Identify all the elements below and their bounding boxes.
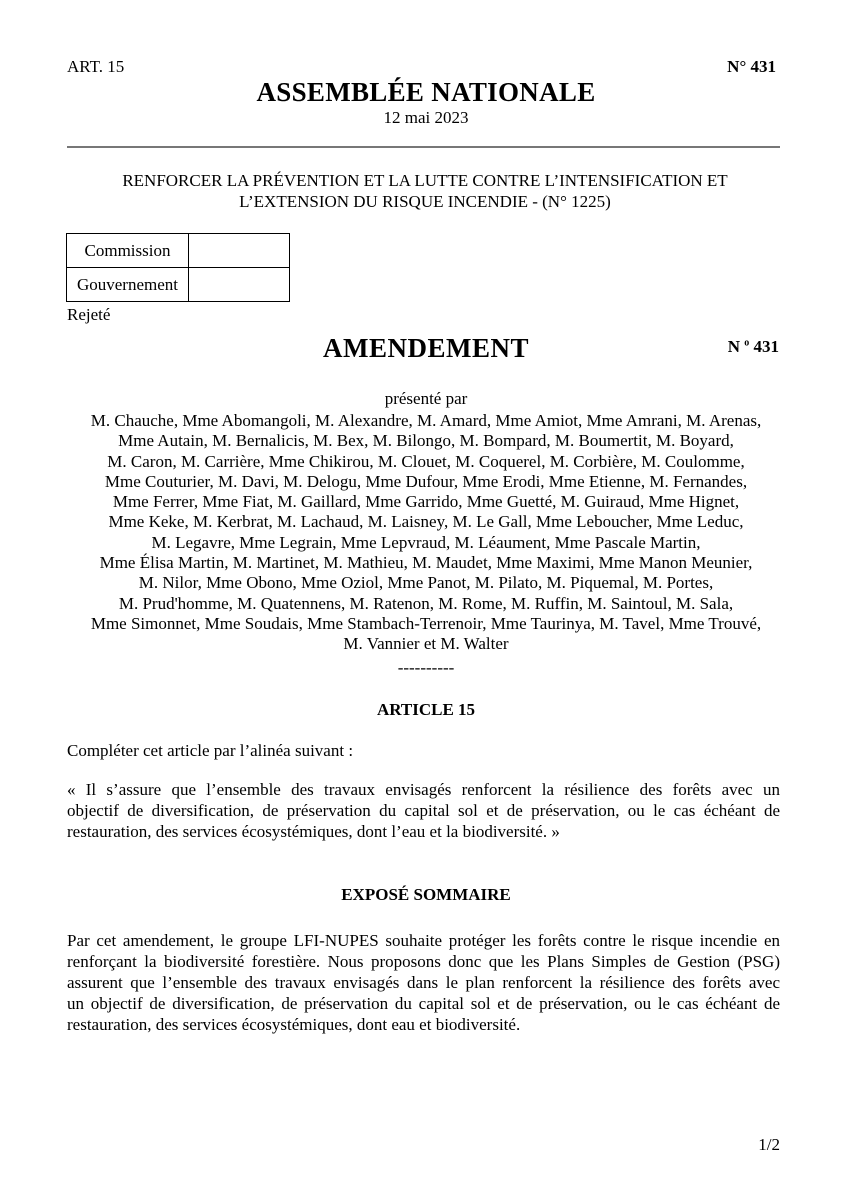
document-title: ASSEMBLÉE NATIONALE: [256, 77, 596, 107]
amendment-heading: AMENDEMENT: [323, 333, 529, 363]
status-label: Commission: [67, 234, 189, 268]
authors-line: M. Vannier et M. Walter: [343, 634, 509, 654]
amendment-number-prefix: N: [727, 337, 740, 356]
vote-result: Rejeté: [67, 305, 111, 324]
status-table: [66, 233, 290, 302]
authors-line: M. Caron, M. Carrière, Mme Chikirou, M. Clouet, M. Coquerel, M. Corbière, M. Coulomme,: [107, 451, 745, 471]
authors-line: M. Legavre, Mme Legrain, Mme Lepvraud, M. Léaument, Mme Pascale Martin,: [151, 532, 701, 552]
status-value: [189, 268, 290, 302]
authors-line: M. Chauche, Mme Abomangoli, M. Alexandre, M. Amard, Mme Amiot, Mme Amrani, M. Arenas,: [90, 411, 762, 430]
authors-line: M. Nilor, Mme Obono, Mme Oziol, Mme Panot, M. Pilato, M. Piquemal, M. Portes,: [138, 573, 714, 593]
presented-by: présenté par: [384, 389, 468, 408]
article-intro: Compléter cet article par l’alinéa suivant :: [67, 741, 354, 760]
amendment-number: [728, 337, 779, 357]
expose-line: restauration, des services écosystémiques, dont eau et biodiversité.: [67, 1015, 521, 1034]
amendment-text-line: « Il s’assure que l’ensemble des travaux envisagés renforcent la résilience des forêts avec un: [67, 780, 780, 799]
bill-title-line: L’EXTENSION DU RISQUE INCENDIE - (N° 1225): [239, 192, 611, 211]
authors-line: M. Prud'homme, M. Quatennens, M. Ratenon, M. Rome, M. Ruffin, M. Saintoul, M. Sala,: [118, 593, 734, 613]
document-date: 12 mai 2023: [383, 108, 469, 127]
amendment-number-header: N° 431: [727, 57, 776, 76]
authors-list: [62, 411, 790, 655]
status-value: [189, 234, 290, 268]
authors-line: Mme Simonnet, Mme Soudais, Mme Stambach-Terrenoir, Mme Taurinya, M. Tavel, Mme Trouvé,: [90, 613, 762, 633]
status-label: Gouvernement: [67, 268, 189, 302]
authors-line: Mme Autain, M. Bernalicis, M. Bex, M. Bilongo, M. Bompard, M. Boumertit, M. Boyard,: [118, 431, 734, 451]
amendment-text: [67, 779, 780, 842]
amendment-number-value: 431: [753, 337, 779, 356]
amendment-text-line: restauration, des services écosystémiques, dont l’eau et la biodiversité. »: [67, 822, 560, 841]
expose-line: un objectif de diversification, de préservation du capital sol et de préservation, ou le cas échéant de: [67, 994, 780, 1013]
expose-line: renforçant la biodiversité forestière. Nous proposons donc que les Plans Simples de Gestion (PSG): [67, 952, 780, 971]
status-row-commission: [67, 234, 290, 268]
page-number: 1/2: [758, 1135, 780, 1154]
expose-body: [67, 930, 780, 1035]
authors-line: Mme Ferrer, Mme Fiat, M. Gaillard, Mme Garrido, Mme Guetté, M. Guiraud, Mme Hignet,: [112, 492, 740, 512]
expose-heading: EXPOSÉ SOMMAIRE: [341, 885, 511, 904]
bill-title: [90, 170, 760, 212]
bill-title-line: RENFORCER LA PRÉVENTION ET LA LUTTE CONTRE L’INTENSIFICATION ET: [122, 171, 728, 190]
expose-line: assurent que l’ensemble des travaux envisagés dans le plan renforcent la résilience des forêts avec: [67, 973, 780, 992]
amendment-text-line: objectif de diversification, de préservation du capital sol et de préservation, ou le cas échéant de: [67, 801, 780, 820]
header-divider: [67, 146, 780, 148]
status-row-gouvernement: [67, 268, 290, 302]
separator: ----------: [397, 658, 455, 677]
article-reference: ART. 15: [67, 57, 125, 76]
amendment-number-sup: o: [744, 337, 750, 349]
authors-line: Mme Élisa Martin, M. Martinet, M. Mathieu, M. Maudet, Mme Maximi, Mme Manon Meunier,: [99, 553, 753, 573]
article-heading: ARTICLE 15: [376, 700, 476, 719]
expose-line: Par cet amendement, le groupe LFI-NUPES souhaite protéger les forêts contre le risque incendie en: [67, 931, 780, 950]
authors-line: Mme Couturier, M. Davi, M. Delogu, Mme Dufour, Mme Erodi, Mme Etienne, M. Fernandes,: [104, 471, 748, 491]
authors-line: Mme Keke, M. Kerbrat, M. Lachaud, M. Laisney, M. Le Gall, Mme Leboucher, Mme Leduc,: [108, 512, 744, 532]
